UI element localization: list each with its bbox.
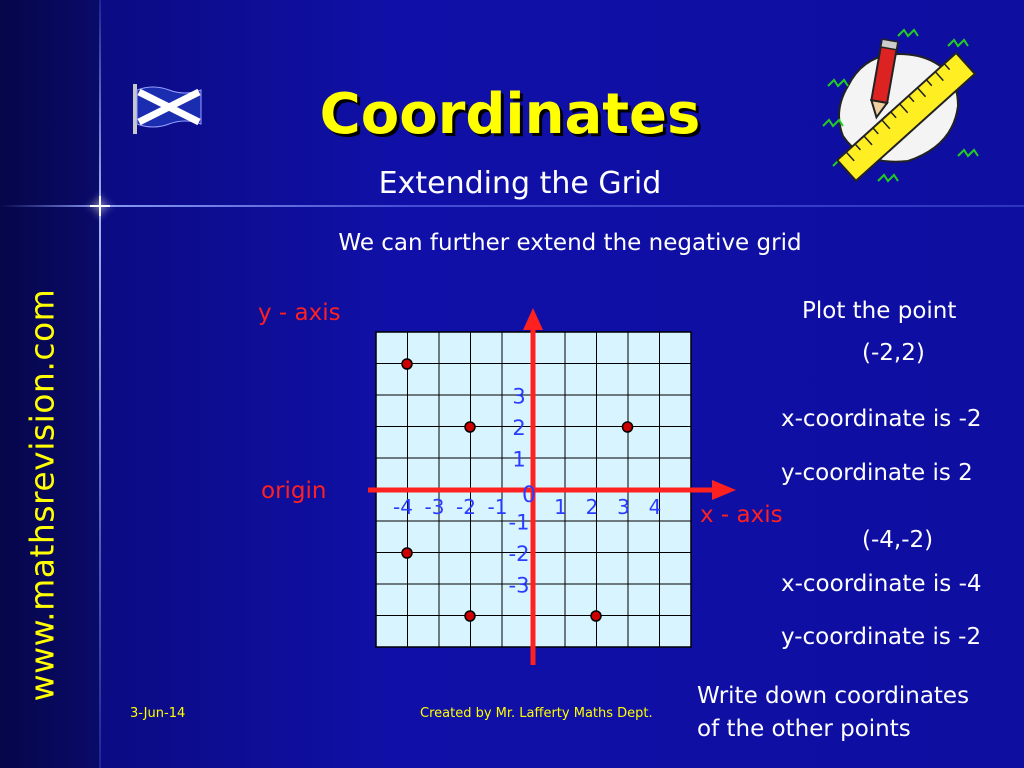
origin-label: origin [261,478,327,504]
footer-date: 3-Jun-14 [130,706,186,721]
x-tick-label: 3 [617,495,630,519]
data-point [402,548,412,558]
x-axis-label: x - axis [700,502,783,528]
plot-instruction: Plot the point [802,298,957,324]
point-1-coords: (-2,2) [862,340,925,366]
data-point [465,422,475,432]
data-point [465,611,475,621]
slide-title: Coordinates [319,82,701,147]
task-line-2: of the other points [697,716,911,742]
x-tick-label: -2 [456,495,476,519]
y-axis-label: y - axis [258,300,341,326]
y-tick-label: -2 [508,542,530,566]
point-1-y-coordinate: y-coordinate is 2 [781,460,973,486]
task-line-1: Write down coordinates [697,683,970,709]
point-1-x-coordinate: x-coordinate is -2 [781,406,982,432]
footer-credit: Created by Mr. Lafferty Maths Dept. [420,706,653,721]
x-tick-label: 1 [554,495,567,519]
y-tick-label: 1 [512,447,526,472]
x-tick-label: -3 [424,495,445,519]
point-2-x-coordinate: x-coordinate is -4 [781,571,982,597]
y-tick-label: -3 [508,573,530,598]
point-2-y-coordinate: y-coordinate is -2 [781,624,982,650]
website-text: www.mathsrevision.com [22,288,62,702]
x-tick-label: -1 [487,495,508,519]
intro-text: We can further extend the negative grid [338,230,802,256]
y-tick-label: 2 [512,416,526,440]
y-tick-label: 3 [512,384,526,409]
x-tick-label: 2 [585,495,599,519]
x-tick-label: 4 [648,495,662,519]
x-axis-arrowhead [712,480,736,500]
y-tick-label: -1 [508,510,530,535]
point-2-coords: (-4,-2) [862,527,934,553]
x-tick-label: -4 [393,495,413,519]
y-axis-arrowhead [523,308,543,330]
slide-subtitle: Extending the Grid [378,166,662,201]
data-point [623,422,633,432]
origin-tick-label: 0 [522,483,536,508]
data-point [402,359,412,369]
data-point [591,611,601,621]
